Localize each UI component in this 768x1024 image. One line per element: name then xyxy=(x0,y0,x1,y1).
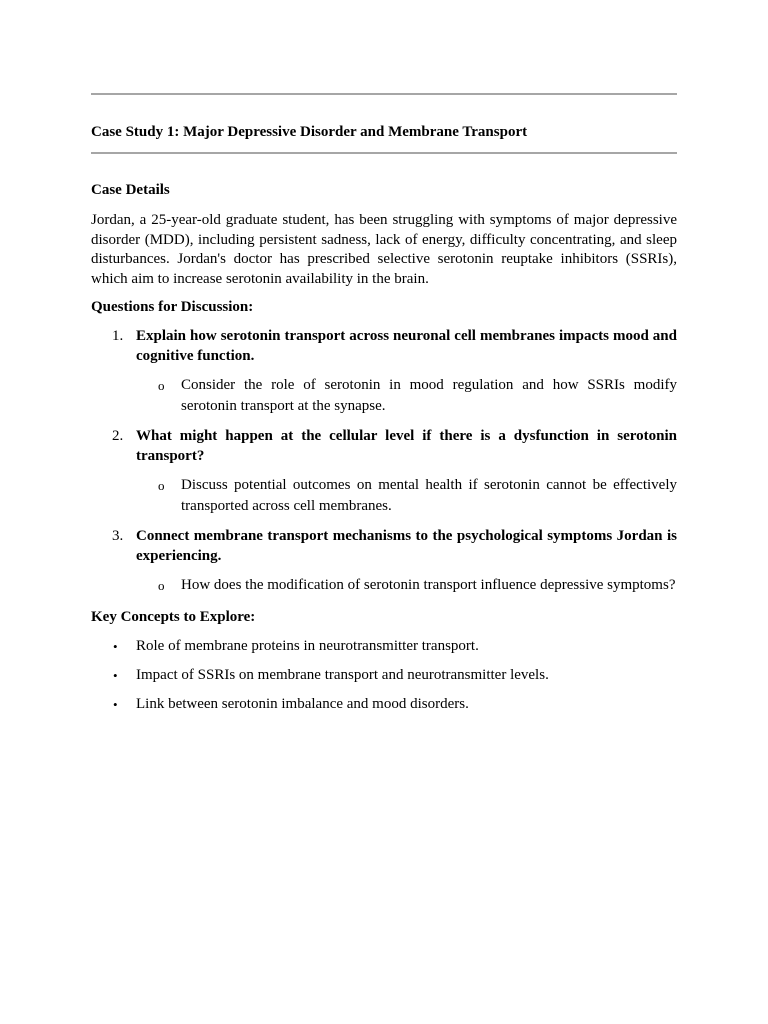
question-item xyxy=(91,327,677,417)
key-concepts-heading: Key Concepts to Explore: xyxy=(91,609,256,625)
subpoint-text: Discuss potential outcomes on mental health if serotonin cannot be effectively transported across cell membranes. xyxy=(181,477,677,514)
document-page xyxy=(91,0,677,714)
questions-heading: Questions for Discussion: xyxy=(91,299,254,315)
question-text: Connect membrane transport mechanisms to the psychological symptoms Jordan is experiencing. xyxy=(136,528,677,564)
key-concepts-list xyxy=(91,637,677,714)
question-text: Explain how serotonin transport across neuronal cell membranes impacts mood and cognitive function. xyxy=(136,328,677,364)
question-number: 2. xyxy=(112,428,124,444)
question-item xyxy=(91,427,677,517)
list-item-text: Role of membrane proteins in neurotransmitter transport. xyxy=(136,638,479,654)
list-item-text: Impact of SSRIs on membrane transport and neurotransmitter levels. xyxy=(136,667,549,683)
case-details-heading: Case Details xyxy=(91,182,170,198)
question-number: 1. xyxy=(112,328,124,344)
list-item-text: Link between serotonin imbalance and mood disorders. xyxy=(136,696,469,712)
subpoint-text: How does the modification of serotonin transport influence depressive symptoms? xyxy=(181,577,676,593)
question-item xyxy=(91,527,677,596)
question-subpoint xyxy=(136,575,677,596)
top-horizontal-rule xyxy=(91,93,677,95)
case-details-paragraph: Jordan, a 25-year-old graduate student, has been struggling with symptoms of major depressive disorder (MDD), including persistent sadness, lack of energy, difficulty concentrating, and sleep disturbances. Jordan's doctor has prescribed selective serotonin reuptake inhibitors (SSRIs), which aim to increase serotonin availability in the brain. xyxy=(91,212,677,287)
bullet-icon: • xyxy=(113,697,118,712)
subpoint-text: Consider the role of serotonin in mood regulation and how SSRIs modify serotonin transport at the synapse. xyxy=(181,377,677,414)
list-item xyxy=(91,695,677,714)
bullet-icon: • xyxy=(113,668,118,683)
question-number: 3. xyxy=(112,528,124,544)
question-text: What might happen at the cellular level if there is a dysfunction in serotonin transport? xyxy=(136,428,677,464)
subpoint-marker: o xyxy=(158,578,165,593)
question-subpoint xyxy=(136,475,677,517)
questions-list xyxy=(91,327,677,596)
question-subpoint xyxy=(136,375,677,417)
subpoint-marker: o xyxy=(158,378,165,393)
list-item xyxy=(91,637,677,656)
bullet-icon: • xyxy=(113,639,118,654)
list-item xyxy=(91,666,677,685)
document-title: Case Study 1: Major Depressive Disorder and Membrane Transport xyxy=(91,124,528,140)
title-horizontal-rule xyxy=(91,152,677,154)
subpoint-marker: o xyxy=(158,478,165,493)
